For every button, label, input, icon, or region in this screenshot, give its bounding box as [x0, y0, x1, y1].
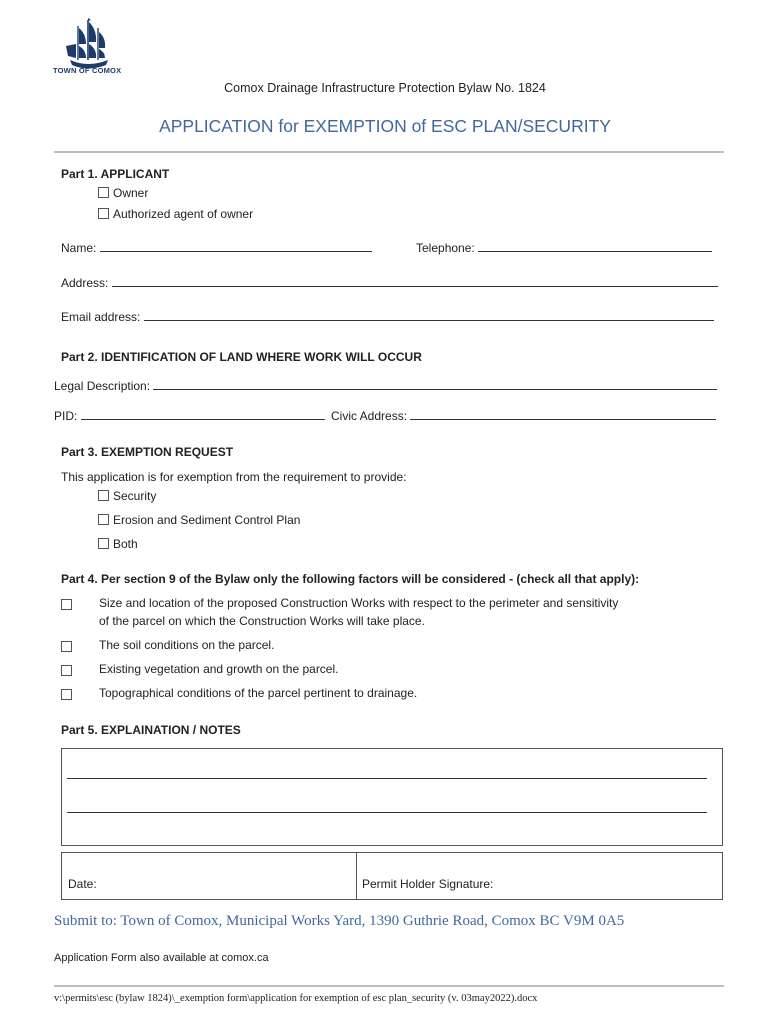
factor-soil-checkbox[interactable]	[61, 641, 72, 652]
esc-plan-checkbox[interactable]	[98, 514, 109, 525]
footer-path: v:\permits\esc (bylaw 1824)\_exemption form\application for exemption of esc plan_security (v. 03may2022).docx	[54, 993, 538, 1004]
civic-address-label: Civic Address:	[331, 409, 408, 423]
bylaw-reference: Comox Drainage Infrastructure Protection Bylaw No. 1824	[224, 81, 546, 95]
part3-heading: Part 3. EXEMPTION REQUEST	[61, 445, 234, 459]
part3-intro: This application is for exemption from the requirement to provide:	[61, 470, 407, 484]
part4-heading: Part 4. Per section 9 of the Bylaw only the following factors will be considered - (check all that apply):	[61, 572, 640, 586]
logo-text: TOWN OF COMOX	[53, 66, 122, 75]
date-signature-divider	[356, 853, 357, 899]
factor-vegetation-checkbox[interactable]	[61, 665, 72, 676]
name-field[interactable]	[61, 240, 372, 255]
notes-line-2[interactable]	[67, 801, 707, 813]
legal-description-input-line[interactable]	[153, 378, 717, 390]
agent-label: Authorized agent of owner	[113, 207, 254, 221]
part5-heading: Part 5. EXPLAINATION / NOTES	[61, 723, 241, 737]
email-input-line[interactable]	[144, 309, 714, 321]
security-option[interactable]	[98, 489, 156, 503]
factor-vegetation-label: Existing vegetation and growth on the parcel.	[99, 662, 339, 676]
address-label: Address:	[61, 276, 109, 290]
part1-heading: Part 1. APPLICANT	[61, 167, 170, 181]
both-label: Both	[113, 537, 138, 551]
both-option[interactable]	[98, 537, 138, 551]
telephone-field[interactable]	[416, 240, 712, 255]
availability-note: Application Form also available at comox.ca	[54, 952, 269, 964]
owner-label: Owner	[113, 186, 149, 200]
factor-soil-label: The soil conditions on the parcel.	[99, 638, 275, 652]
security-label: Security	[113, 489, 157, 503]
footer-divider	[54, 985, 724, 987]
both-checkbox[interactable]	[98, 538, 109, 549]
part2-heading: Part 2. IDENTIFICATION OF LAND WHERE WORK WILL OCCUR	[61, 350, 422, 364]
owner-checkbox[interactable]	[98, 187, 109, 198]
legal-description-field[interactable]	[54, 378, 717, 393]
signature-field[interactable]: Permit Holder Signature:	[362, 877, 494, 891]
civic-address-input-line[interactable]	[410, 408, 716, 420]
address-field[interactable]	[61, 275, 718, 290]
esc-plan-label: Erosion and Sediment Control Plan	[113, 513, 301, 527]
telephone-input-line[interactable]	[478, 240, 712, 252]
name-label: Name:	[61, 241, 97, 255]
factor-topography-label: Topographical conditions of the parcel pertinent to drainage.	[99, 686, 418, 700]
notes-box[interactable]	[61, 748, 723, 846]
telephone-label: Telephone:	[416, 241, 475, 255]
submit-address: Submit to: Town of Comox, Municipal Works Yard, 1390 Guthrie Road, Comox BC V9M 0A5	[54, 913, 625, 929]
legal-description-label: Legal Description:	[54, 379, 151, 393]
form-title: APPLICATION for EXEMPTION of ESC PLAN/SECURITY	[159, 116, 611, 136]
email-field[interactable]	[61, 309, 714, 324]
agent-checkbox[interactable]	[98, 208, 109, 219]
name-input-line[interactable]	[100, 240, 372, 252]
date-field[interactable]: Date:	[68, 877, 97, 891]
factor-size-label: Size and location of the proposed Construction Works with respect to the perimeter and sensitivity	[99, 596, 619, 610]
notes-line-1[interactable]	[67, 767, 707, 779]
factor-topography-checkbox[interactable]	[61, 689, 72, 700]
civic-address-field[interactable]	[331, 408, 716, 423]
email-label: Email address:	[61, 310, 141, 324]
factor-size-label-cont: of the parcel on which the Construction Works will take place.	[99, 614, 425, 628]
date-signature-box	[61, 852, 723, 900]
address-input-line[interactable]	[112, 275, 718, 287]
security-checkbox[interactable]	[98, 490, 109, 501]
pid-field[interactable]	[54, 408, 325, 423]
factor-size-checkbox[interactable]	[61, 599, 72, 610]
agent-option[interactable]	[98, 207, 253, 221]
title-divider	[54, 151, 724, 153]
pid-input-line[interactable]	[81, 408, 325, 420]
owner-option[interactable]	[98, 186, 148, 200]
esc-plan-option[interactable]	[98, 513, 300, 527]
pid-label: PID:	[54, 409, 78, 423]
